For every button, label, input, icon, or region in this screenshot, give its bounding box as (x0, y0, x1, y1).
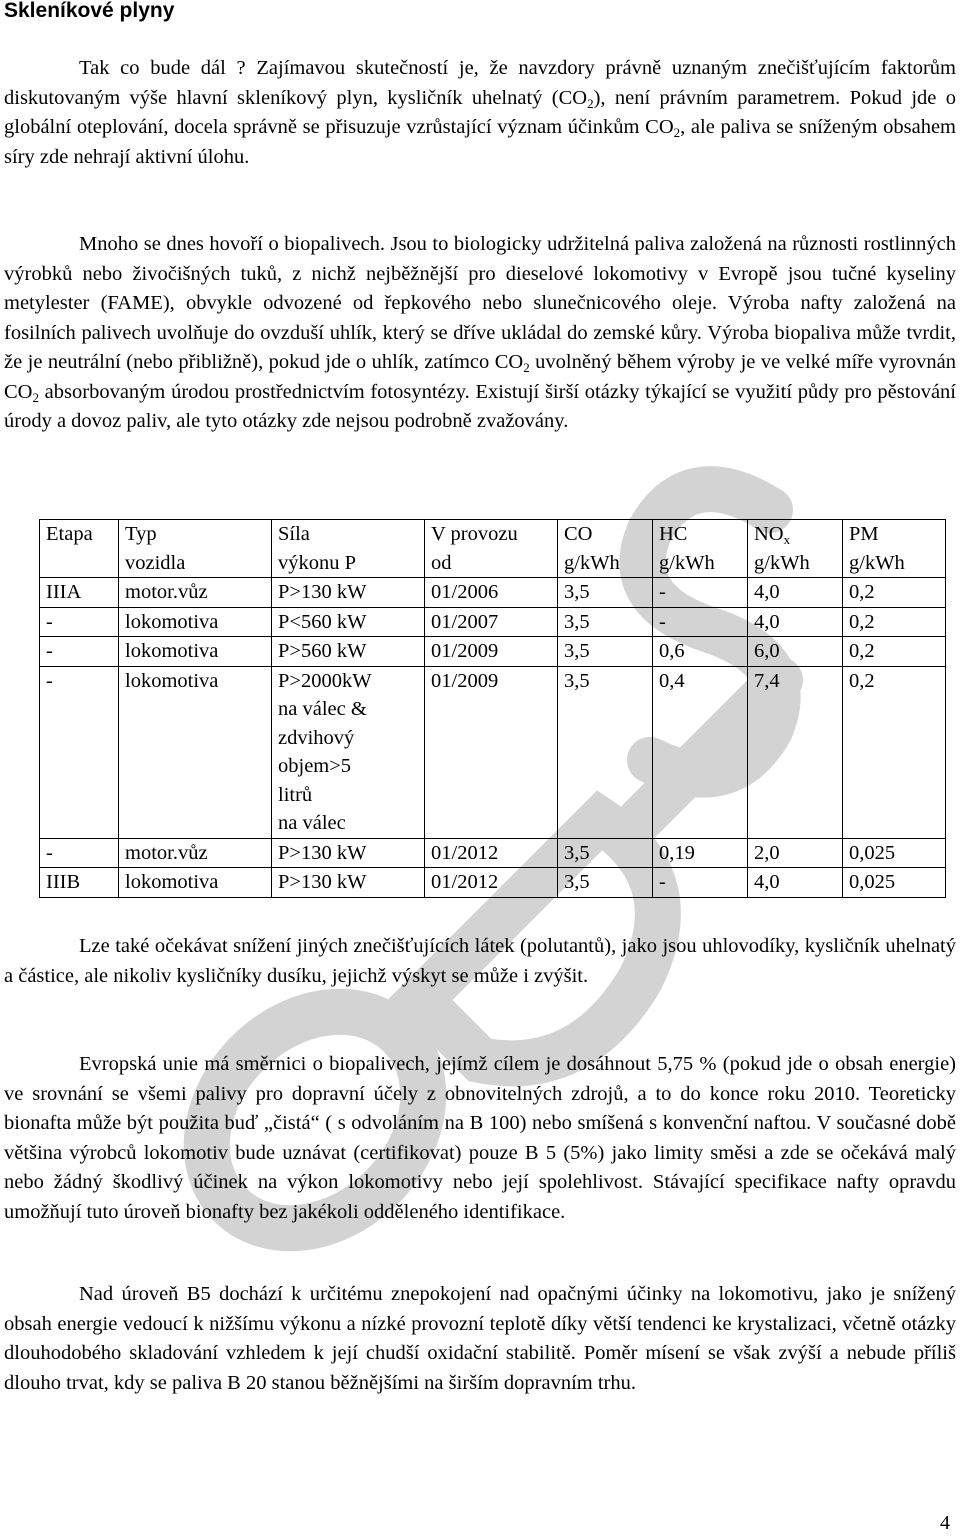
cell-sila: P>2000kW na válec & zdvihový objem>5 litrů na válec (278, 669, 372, 834)
cell-nox: 4,0 (754, 610, 780, 633)
cell-co: 3,5 (564, 581, 590, 603)
cell-pm: 0,2 (849, 610, 875, 633)
page-number: 4 (940, 1512, 950, 1534)
table-row (40, 838, 946, 868)
cell-typ: motor.vůz (125, 581, 208, 603)
cell-hc: - (659, 581, 666, 603)
header-sila: Síla výkonu P (278, 523, 357, 574)
cell-pm: 0,2 (849, 581, 875, 603)
cell-provoz: 01/2006 (431, 581, 499, 603)
cell-etapa: - (46, 610, 53, 633)
cell-etapa: - (46, 640, 53, 662)
cell-hc: 0,4 (659, 669, 685, 692)
paragraph-eu-directive: Evropská unie má směrnici o biopalivech, jejímž cílem je dosáhnout 5,75 % (pokud jde o obsah energie) ve srovnání se všemi palivy pro dopravní účely z obnovitelných zdrojů, a to do konce roku 2010. Teoreticky bionafta může být použita buď „čistá“ ( s odvoláním na B 100) nebo smíšená s konvenční naftou. V současné době většina výrobců lokomotiv bude uznávat (certifikovat) pouze B 5 (5%) jako limity směsi a zde se očekává malý nebo žádný škodlivý účinek na výkon lokomotivy nebo její spolehlivost. Stávající specifikace nafty opravdu umožňují tuto úroveň bionafty bez jakékoli odděleného identifikace. (4, 1053, 956, 1223)
header-hc: HC g/kWh (659, 523, 715, 574)
cell-typ: lokomotiva (125, 871, 219, 893)
cell-provoz: 01/2007 (431, 610, 499, 633)
cell-hc: - (659, 871, 666, 893)
cell-nox: 4,0 (754, 871, 780, 893)
cell-nox: 4,0 (754, 581, 780, 603)
cell-nox: 6,0 (754, 640, 780, 662)
cell-typ: lokomotiva (125, 610, 219, 633)
cell-pm: 0,025 (849, 841, 896, 864)
header-etapa: Etapa (46, 523, 93, 545)
cell-nox: 7,4 (754, 669, 780, 692)
cell-co: 3,5 (564, 841, 590, 864)
cell-sila: P>560 kW (278, 640, 367, 662)
cell-sila: P>130 kW (278, 841, 367, 864)
cell-typ: lokomotiva (125, 640, 219, 662)
section-heading: Skleníkové plyny (4, 0, 175, 22)
cell-etapa: - (46, 841, 53, 864)
table-row (40, 637, 946, 667)
cell-co: 3,5 (564, 669, 590, 692)
cell-hc: 0,6 (659, 640, 685, 662)
header-provoz: V provozu od (431, 523, 518, 574)
cell-pm: 0,2 (849, 640, 875, 662)
cell-etapa: IIIA (46, 581, 82, 603)
cell-provoz: 01/2009 (431, 669, 499, 692)
cell-sila: P<560 kW (278, 610, 367, 633)
cell-pm: 0,2 (849, 669, 875, 692)
table-row (40, 607, 946, 637)
cell-pm: 0,025 (849, 871, 896, 893)
table-row (40, 578, 946, 608)
cell-hc: 0,19 (659, 841, 695, 864)
cell-co: 3,5 (564, 871, 590, 893)
cell-co: 3,5 (564, 640, 590, 662)
table-row (40, 666, 946, 838)
cell-typ: motor.vůz (125, 841, 208, 864)
cell-hc: - (659, 610, 666, 633)
cell-typ: lokomotiva (125, 669, 219, 692)
paragraph-biofuels: Mnoho se dnes hovoří o biopalivech. Jsou to biologicky udržitelná paliva založená na různosti rostlinných výrobků nebo živočišných tuků, z nichž nejběžnější pro dieselové lokomotivy v Evropě jsou tučné kyseliny metylester (FAME), obvykle odvozené od řepkového nebo slunečnicového oleje. Výroba nafty založená na fosilních palivech uvolňuje do ovzduší uhlík, který se dříve ukládal do zemské kůry. Výroba biopaliva může tvrdit, že je neutrální (nebo přibližně), pokud jde o uhlík, zatímco $CO_2$ uvolněný během výroby je ve velké míře vyrovnán $CO_2$ absorbovaným úrodou prostřednictvím fotosyntézy. Existují širší otázky týkající se využití půdy pro pěstování úrody a dovoz paliv, ale tyto otázky zde nejsou podrobně zvažovány. (4, 233, 956, 432)
paragraph-b5-level: Nad úroveň B5 dochází k určitému znepokojení nad opačnými účinky na lokomotivu, jako je snížený obsah energie vedoucí k nižšímu výkonu a nízké provozní teplotě díky větší tendenci ke krystalizaci, včetně otázky dlouhodobého skladování vzhledem k její chudší oxidační stabilitě. Poměr mísení se však zvýší a nebude příliš dlouho trvat, kdy se paliva B 20 stanou běžnějšími na širším dopravním trhu. (4, 1283, 956, 1394)
header-co: CO g/kWh (564, 523, 620, 574)
cell-nox: 2,0 (754, 841, 780, 864)
cell-etapa: - (46, 669, 53, 692)
paragraph-pollutants: Lze také očekávat snížení jiných znečišťujících látek (polutantů), jako jsou uhlovodíky, kysličník uhelnatý a částice, ale nikoliv kysličníky dusíku, jejichž výskyt se může i zvýšit. (4, 935, 956, 987)
header-nox: $NO_x$ g/kWh (748, 520, 843, 578)
cell-sila: P>130 kW (278, 871, 367, 893)
cell-sila: P>130 kW (278, 581, 367, 603)
header-typ: Typ vozidla (125, 523, 186, 574)
emission-limits-table (39, 519, 946, 898)
cell-provoz: 01/2012 (431, 871, 499, 893)
cell-provoz: 01/2009 (431, 640, 499, 662)
cell-provoz: 01/2012 (431, 841, 499, 864)
cell-etapa: IIIB (46, 871, 81, 893)
table-header-row (40, 520, 946, 578)
paragraph-greenhouse-gas: Tak co bude dál ? Zajímavou skutečností je, že navzdory právně uznaným znečišťujícím faktorům diskutovaným výše hlavní skleníkový plyn, kysličník uhelnatý $(CO_2)$, není právním parametrem. Pokud jde o globální oteplování, docela správně se přisuzuje vzrůstající význam účinkům $CO_2$, ale paliva se sníženým obsahem síry zde nehrají aktivní úlohu. (4, 57, 956, 168)
header-pm: PM g/kWh (849, 523, 905, 574)
table-row (40, 868, 946, 898)
cell-co: 3,5 (564, 610, 590, 633)
